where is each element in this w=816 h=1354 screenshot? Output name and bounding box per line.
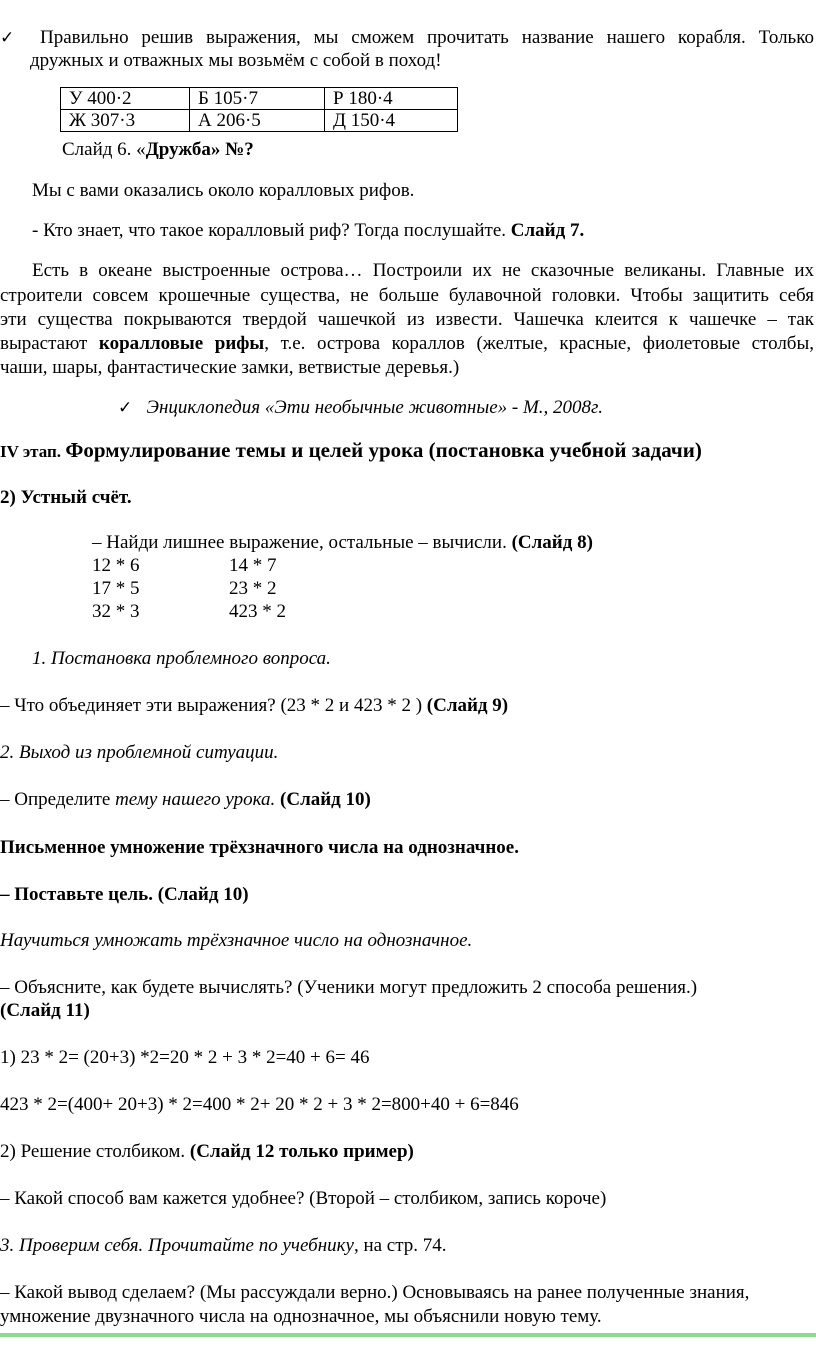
goal-heading: – Поставьте цель. (Слайд 10) bbox=[0, 884, 249, 905]
expression-left-1: 12 * 6 bbox=[92, 555, 140, 576]
table-cell: У 400·2 bbox=[61, 88, 190, 110]
story-line-5: чаши, шары, фантастические замки, ветвистые деревья.) bbox=[0, 357, 460, 378]
task-text: – Найди лишнее выражение, остальные – вычисли. (Слайд 8) bbox=[92, 532, 593, 553]
page-bottom-rule bbox=[0, 1333, 816, 1337]
table-row bbox=[61, 110, 458, 132]
code-table bbox=[60, 87, 458, 132]
question-text: - Кто знает, что такое коралловый риф? Тогда послушайте. Слайд 7. bbox=[32, 220, 585, 241]
way-1: 1) 23 * 2= (20+3) *2=20 * 2 + 3 * 2=40 + 6= 46 bbox=[0, 1047, 370, 1068]
check-yourself: 3. Проверим себя. Прочитайте по учебнику, на стр. 74. bbox=[0, 1235, 447, 1256]
table-cell: А 206·5 bbox=[190, 110, 325, 132]
check-icon: ✓ bbox=[118, 398, 133, 418]
reefs-text: Мы с вами оказались около коралловых рифов. bbox=[32, 180, 415, 201]
expression-left-3: 32 * 3 bbox=[92, 601, 140, 622]
table-cell: Д 150·4 bbox=[325, 110, 458, 132]
conclusion-line-2: умножение двузначного числа на однозначное, мы объяснили новую тему. bbox=[0, 1306, 602, 1327]
problem-question: 1. Постановка проблемного вопроса. bbox=[32, 648, 331, 669]
table-row bbox=[61, 88, 458, 110]
intro-line-1: ✓ Правильно решив выражения, мы сможем прочитать название нашего корабля. Только bbox=[0, 27, 814, 48]
table-cell: Ж 307·3 bbox=[61, 110, 190, 132]
expression-right-2: 23 * 2 bbox=[229, 578, 277, 599]
lesson-topic: Письменное умножение трёхзначного числа на однозначное. bbox=[0, 837, 519, 858]
explain-slide: (Слайд 11) bbox=[0, 1000, 90, 1021]
exit-heading: 2. Выход из проблемной ситуации. bbox=[0, 742, 279, 763]
check-icon: ✓ bbox=[0, 28, 15, 48]
explain-line: – Объясните, как будете вычислять? (Ученики могут предложить 2 способа решения.) bbox=[0, 977, 698, 998]
table-cell: Р 180·4 bbox=[325, 88, 458, 110]
way-1b: 423 * 2=(400+ 20+3) * 2=400 * 2+ 20 * 2 + 3 * 2=800+40 + 6=846 bbox=[0, 1094, 519, 1115]
stage-heading: IV этап. Формулирование темы и целей урока (постановка учебной задачи) bbox=[0, 438, 702, 462]
easier-question: – Какой способ вам кажется удобнее? (Второй – столбиком, запись короче) bbox=[0, 1188, 607, 1209]
intro-line-2: дружных и отважных мы возьмём с собой в поход! bbox=[30, 50, 442, 71]
story-line-2: строители совсем крошечные существа, не больше булавочной головки. Чтобы защитить себя bbox=[0, 285, 814, 306]
conclusion-line-1: – Какой вывод сделаем? (Мы рассуждали верно.) Основываясь на ранее полученные знания, bbox=[0, 1282, 750, 1303]
learn-goal: Научиться умножать трёхзначное число на однозначное. bbox=[0, 930, 473, 951]
way-2: 2) Решение столбиком. (Слайд 12 только пример) bbox=[0, 1141, 414, 1162]
table-cell: Б 105·7 bbox=[190, 88, 325, 110]
expression-left-2: 17 * 5 bbox=[92, 578, 140, 599]
story-line-3: эти существа покрываются твердой чашечкой из извести. Чашечка клеится к чашечке – так bbox=[0, 309, 814, 330]
story-line-4: вырастают коралловые рифы, т.е. острова кораллов (желтые, красные, фиолетовые столбы, bbox=[0, 333, 814, 354]
unite-question: – Что объединяет эти выражения? (23 * 2 и 423 * 2 ) (Слайд 9) bbox=[0, 695, 509, 716]
source-line: ✓ Энциклопедия «Эти необычные животные» - М., 2008г. bbox=[118, 397, 603, 418]
story-line-1: Есть в океане выстроенные острова… Построили их не сказочные великаны. Главные их bbox=[32, 260, 814, 281]
oral-heading: 2) Устный счёт. bbox=[0, 487, 132, 508]
expression-right-1: 14 * 7 bbox=[229, 555, 277, 576]
define-topic: – Определите тему нашего урока. (Слайд 10) bbox=[0, 789, 371, 810]
slide-6-caption: Слайд 6. «Дружба» №? bbox=[62, 139, 254, 160]
expression-right-3: 423 * 2 bbox=[229, 601, 286, 622]
